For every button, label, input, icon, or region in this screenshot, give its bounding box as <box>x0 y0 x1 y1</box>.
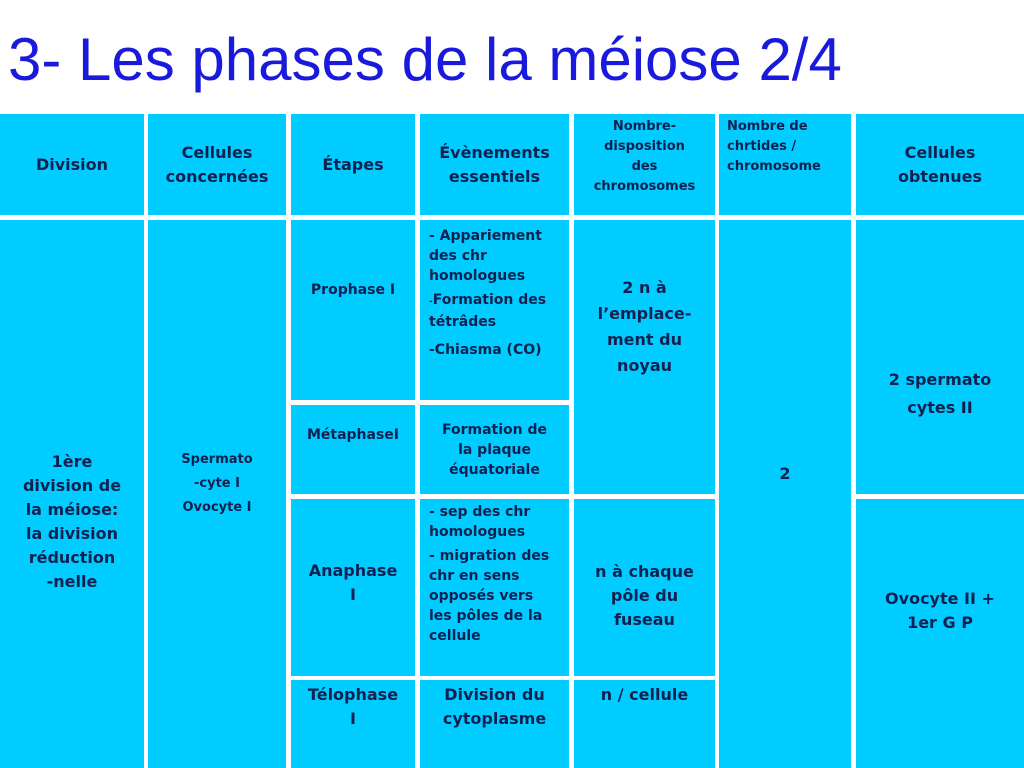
chromosome-count-line: n / cellule <box>600 685 689 704</box>
stage-label: Prophase I <box>310 282 396 298</box>
event-line <box>429 226 542 246</box>
chromosome-count-anaphase <box>574 499 715 676</box>
header-result-line: obtenues <box>897 166 983 186</box>
events-prophase <box>420 220 569 400</box>
event-line: homologues <box>429 268 526 284</box>
header-cells-line: concernées <box>165 166 269 186</box>
stage-label: MétaphaseI <box>306 427 400 443</box>
division-line: division de <box>22 476 122 495</box>
event-line: - sep des chr <box>429 504 531 520</box>
result-line: 1er G P <box>907 612 973 632</box>
header-result-line: Cellules <box>904 142 976 162</box>
event-line: homologues <box>429 524 526 540</box>
cells-involved-line: Ovocyte I <box>182 500 252 515</box>
cells-involved-cell <box>148 220 286 768</box>
header-division <box>0 114 144 215</box>
result-ovocyte <box>856 499 1024 768</box>
header-cells-line: Cellules <box>181 142 253 162</box>
cells-involved-line: -cyte I <box>194 476 240 491</box>
header-chromosome-count <box>574 114 715 215</box>
result-line: Ovocyte II + <box>885 588 995 608</box>
result-line: cytes II <box>907 398 973 417</box>
events-metaphase <box>420 405 569 494</box>
slide-title: 3- Les phases de la méiose 2/4 <box>8 26 842 93</box>
chromosome-count-line: fuseau <box>614 609 675 629</box>
header-chromatids-line: chromosome <box>727 159 821 174</box>
stage-label: I <box>350 709 356 728</box>
header-chromosome-line: disposition <box>604 139 685 154</box>
result-spermatocytes <box>856 220 1024 494</box>
event-line: cytoplasme <box>442 709 547 728</box>
chromosome-count-line: n à chaque <box>595 561 694 581</box>
header-chromosome-line: Nombre- <box>612 119 677 134</box>
stage-metaphase <box>291 405 415 494</box>
stage-anaphase <box>291 499 415 676</box>
header-chromosome-line: chromosomes <box>593 179 696 194</box>
stage-label: Télophase <box>307 685 399 704</box>
division-line: -nelle <box>46 572 98 591</box>
division-line: la méiose: <box>25 500 119 519</box>
event-text: ppariement <box>450 228 542 244</box>
event-line: -Chiasma (CO) <box>429 342 542 358</box>
division-cell <box>0 220 144 768</box>
event-line: des chr <box>429 248 487 264</box>
header-chromatids <box>719 114 851 215</box>
event-line: la plaque <box>458 441 531 458</box>
event-line: équatoriale <box>449 461 540 478</box>
division-line: 1ère <box>51 452 93 471</box>
chromosome-count-line: noyau <box>617 356 672 375</box>
events-anaphase <box>420 499 569 676</box>
cells-involved-line: Spermato <box>181 452 253 467</box>
stage-label: Anaphase <box>308 560 398 580</box>
header-chromosome-line: des <box>631 159 658 174</box>
stage-label: I <box>350 584 356 604</box>
header-stages <box>291 114 415 215</box>
chromosome-count-line: 2 n à <box>622 278 667 297</box>
event-line: chr en sens <box>429 568 520 584</box>
header-events-line: essentiels <box>448 166 541 186</box>
event-text: Formation des <box>432 292 547 308</box>
chromosome-count-telophase <box>574 680 715 768</box>
chromosome-count-line: ment du <box>607 330 682 349</box>
chromosome-count-line: pôle du <box>610 585 679 605</box>
event-line: opposés vers <box>429 588 534 604</box>
header-chromatids-line: chrtides / <box>727 139 797 154</box>
stage-prophase <box>291 220 415 400</box>
header-events-line: Évènements <box>439 142 550 162</box>
header-division-label: Division <box>35 154 109 174</box>
event-line: tétrâdes <box>429 314 497 330</box>
event-line: les pôles de la <box>429 608 543 624</box>
event-line: Division du <box>444 685 545 704</box>
division-line: réduction <box>28 548 116 567</box>
header-events <box>420 114 569 215</box>
event-line: cellule <box>429 628 481 644</box>
chromatids-cell <box>719 220 851 768</box>
stage-telophase <box>291 680 415 768</box>
events-telophase <box>420 680 569 768</box>
header-stages-label: Étapes <box>322 154 384 174</box>
chromatids-value: 2 <box>779 464 791 483</box>
header-chromatids-line: Nombre de <box>727 119 808 134</box>
event-line <box>429 290 546 312</box>
event-text: - <box>429 297 433 307</box>
event-line: - migration des <box>429 548 550 564</box>
chromosome-count-prophase-metaphase <box>574 220 715 494</box>
header-result-cells <box>856 114 1024 215</box>
event-line: Formation de <box>441 421 548 438</box>
event-text: - A <box>429 228 451 244</box>
header-cells-concerned <box>148 114 286 215</box>
division-line: la division <box>25 524 119 543</box>
result-line: 2 spermato <box>888 370 992 389</box>
chromosome-count-line: l’emplace- <box>597 304 692 323</box>
